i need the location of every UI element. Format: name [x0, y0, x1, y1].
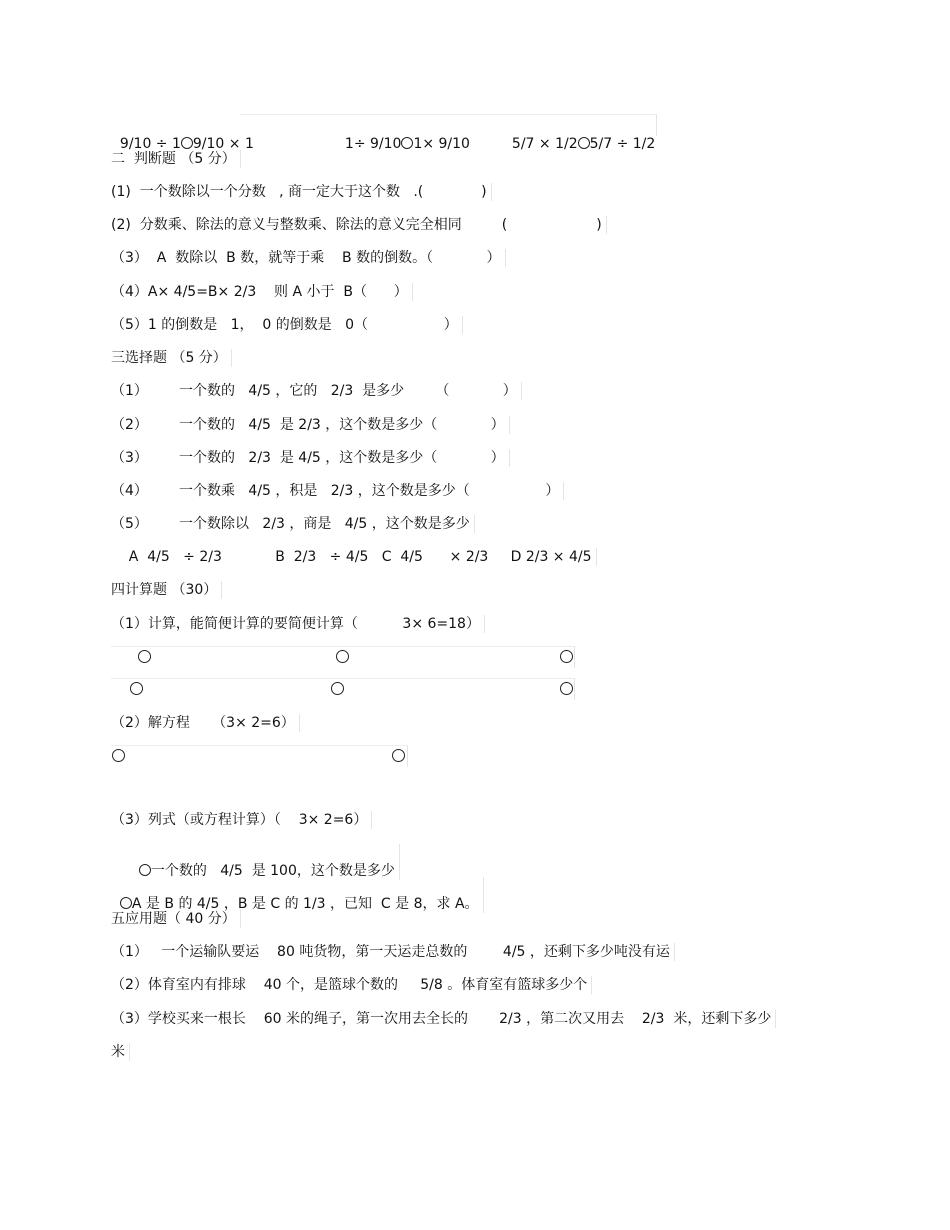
word-question-2-circle[interactable]	[120, 897, 132, 909]
application-item-3-tail: 米	[111, 1043, 130, 1061]
choice-item-4: （4） 一个数乘 4/5 ，积是 2/3 ，这个数是多少（ ）	[111, 482, 564, 500]
judge-item-2: (2) 分数乘、除法的意义与整数乘、除法的意义完全相同 ( )	[111, 216, 607, 234]
section2-title: 二 判断题 （5 分）	[111, 150, 241, 168]
calc-row2-rule	[111, 678, 574, 679]
judge-item-5: （5）1 的倒数是 1， 0 的倒数是 0（ ）	[111, 316, 463, 334]
application-item-2: （2）体育室内有排球 40 个，是篮球个数的 5/8 。体育室有篮球多少个	[111, 976, 592, 994]
calc-circle-4[interactable]	[130, 682, 143, 695]
word-question-2	[111, 877, 484, 913]
calc-row1-vrule	[574, 646, 575, 668]
judge-item-1: (1) 一个数除以一个分数 , 商一定大于这个数 .( )	[111, 183, 492, 201]
compare-2-left: 1÷ 9/10	[344, 136, 402, 152]
equation-circle-2[interactable]	[392, 749, 405, 762]
choice-item-2: （2） 一个数的 4/5 是 2/3 ，这个数是多少（ ）	[111, 416, 510, 434]
section5-title: 五应用题（ 40 分）	[111, 910, 241, 928]
compare-3-left: 5/7 × 1/2	[511, 136, 578, 152]
choice-item-5: （5） 一个数除以 2/3 ，商是 4/5 ，这个数是多少	[111, 515, 475, 533]
section4-title: 四计算题 （30）	[111, 581, 222, 599]
section3-title: 三选择题 （5 分）	[111, 349, 232, 367]
word-question-1-text: 一个数的 4/5 是 100，这个数是多少	[150, 863, 395, 879]
compare-1-left: 9/10 ÷ 1	[119, 136, 181, 152]
compare-2	[336, 117, 470, 153]
calc-part-3: （3）列式（或方程计算）（ 3× 2=6）	[111, 811, 372, 829]
word-question-2-text: A 是 B 的 4/5 ，B 是 C 的 1/3 ，已知 C 是 8，求 A。	[131, 896, 479, 912]
row1-vrule	[656, 114, 657, 136]
compare-1-circle[interactable]	[181, 137, 193, 149]
compare-3-circle[interactable]	[578, 137, 590, 149]
calc-part-2: （2）解方程 （3× 2=6）	[111, 714, 300, 732]
calc-circle-1[interactable]	[138, 650, 151, 663]
choice-item-3: （3） 一个数的 2/3 是 4/5 ，这个数是多少（ ）	[111, 449, 510, 467]
calc-circle-5[interactable]	[331, 682, 344, 695]
calc-row2-vrule	[574, 678, 575, 700]
compare-3-right: 5/7 ÷ 1/2	[589, 136, 656, 152]
application-item-3: （3）学校买来一根长 60 米的绳子，第一次用去全长的 2/3 ，第二次又用去 2/3 米，还剩下多少	[111, 1010, 776, 1028]
judge-item-3: （3） A 数除以 B 数，就等于乘 B 数的倒数。（ ）	[111, 249, 506, 267]
choice-item-1: （1） 一个数的 4/5 ，它的 2/3 是多少 （ ）	[111, 382, 522, 400]
compare-2-circle[interactable]	[401, 137, 413, 149]
compare-1	[111, 117, 254, 153]
equation-vrule	[407, 745, 408, 767]
calc-part-1: （1）计算，能简便计算的要简便计算（ 3× 6=18）	[111, 615, 485, 633]
calc-row1-rule	[111, 646, 574, 647]
equation-rule	[111, 745, 407, 746]
word-question-1-circle[interactable]	[139, 864, 151, 876]
equation-circle-1[interactable]	[112, 749, 125, 762]
compare-1-right: 9/10 × 1	[192, 136, 254, 152]
compare-2-right: 1× 9/10	[413, 136, 470, 152]
calc-circle-3[interactable]	[560, 650, 573, 663]
row1-rule	[240, 114, 656, 115]
choice-options: A 4/5 ÷ 2/3 B 2/3 ÷ 4/5 C 4/5 × 2/3 D 2/3 × 4/5	[111, 548, 597, 566]
calc-circle-6[interactable]	[560, 682, 573, 695]
judge-item-4: （4）A× 4/5=B× 2/3 则 A 小于 B（ ）	[111, 283, 413, 301]
compare-3	[503, 117, 655, 153]
application-item-1: （1） 一个运输队要运 80 吨货物，第一天运走总数的 4/5 ，还剩下多少吨没有运	[111, 943, 675, 961]
word-question-1	[130, 844, 400, 880]
calc-circle-2[interactable]	[336, 650, 349, 663]
